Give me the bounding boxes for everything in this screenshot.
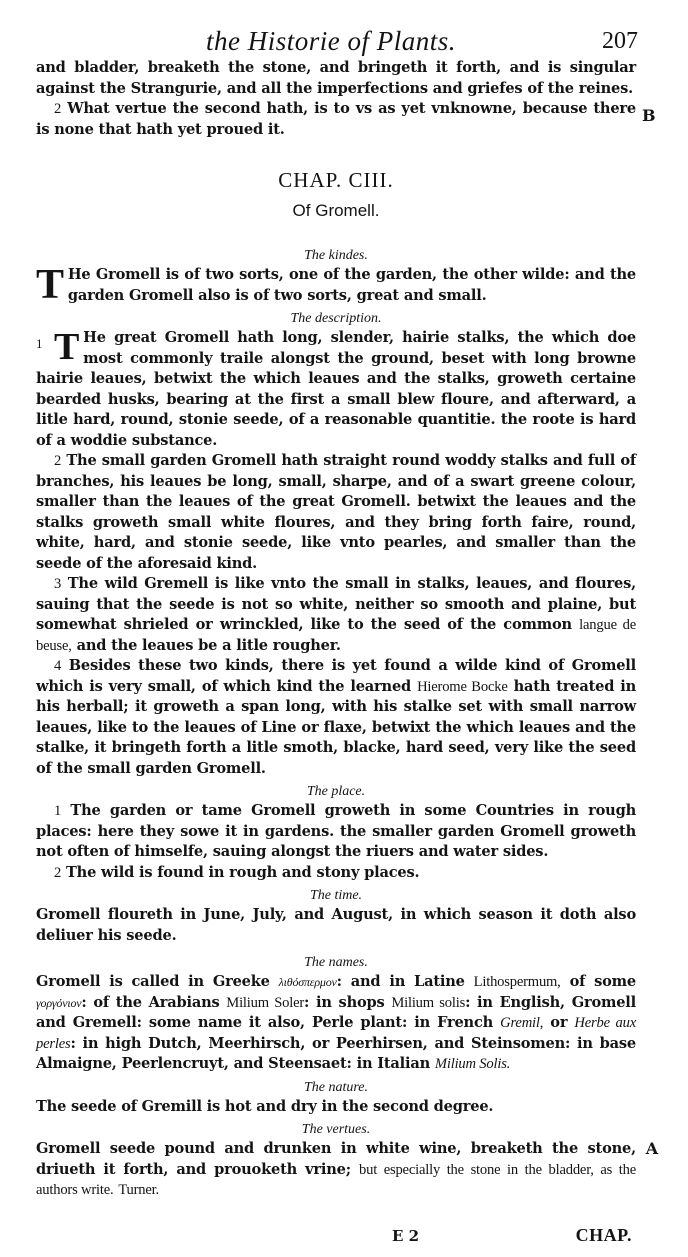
paragraph-text: but especially the stone in the bladder, as the authors write. xyxy=(36,1161,637,1198)
paragraph-vertue-second xyxy=(36,99,636,140)
item-number: 1 xyxy=(36,336,43,351)
place-item-2 xyxy=(36,863,636,884)
names-text: : of the Arabians xyxy=(81,993,220,1011)
section-heading-place: The place. xyxy=(306,784,366,799)
item-number: 4 xyxy=(54,658,62,674)
paragraph-vertues xyxy=(36,1139,658,1201)
page-number: 207 xyxy=(602,28,638,54)
page-header xyxy=(36,22,636,58)
paragraph-text: He great Gromell hath long, slender, hairie stalks, the which doe most commonly traile alongst the ground, beset with long browne hairie leaues, betwixt the which leaues and the stalks, groweth certaine bearded husks, bearing at the first a small blew floure, and afterward, a litle hard, round, stonie seede, of a reasonable quantitie. the roote is hard of a woddie substance. xyxy=(36,329,636,449)
paragraph-text: and the leaues be a litle rougher. xyxy=(76,636,341,654)
place-item-1 xyxy=(36,801,636,863)
description-item-1 xyxy=(36,328,636,451)
latin-word: Milium solis xyxy=(391,994,466,1011)
item-number: 2 xyxy=(54,453,62,469)
latin-word: Milium Soler xyxy=(226,994,305,1011)
names-text: : in high Dutch, Meerhirsch, or Peerhirsen, and Steinsomen: in base Almaigne, Peerlencruyt, and Steensaet: in Italian xyxy=(36,1034,636,1072)
paragraph-kindes xyxy=(36,262,636,308)
paragraph-text: What vertue the second hath, is to vs as yet vnknowne, because there is none that hath yet proued it. xyxy=(36,100,636,138)
description-item-3 xyxy=(36,574,636,656)
catchword: CHAP. xyxy=(575,1224,632,1245)
names-text: : and in Latine xyxy=(336,973,465,990)
item-number: 2 xyxy=(54,864,62,881)
drop-capital: T xyxy=(54,326,80,368)
paragraph-text: The small garden Gromell hath straight round woddy stalks and full of branches, his leaues be long, small, sharpe, and of a swart greene colour, smaller than the leaues of the great Gromell. betwixt the leaues and the stalks groweth small white floures, and they bring forth faire, round, white, hard, and stonie seede, like vnto pearles, and smaller than the seede of the aforesaid kind. xyxy=(36,452,636,572)
drop-capital: T xyxy=(36,262,64,308)
margin-letter-b: B xyxy=(642,106,656,125)
running-title: the Historie of Plants. xyxy=(206,26,456,56)
names-text: : in shops xyxy=(304,993,385,1011)
description-item-4 xyxy=(36,656,636,779)
author-name: Hierome Bocke xyxy=(417,678,508,695)
paragraph-text: The wild is found in rough and stony places. xyxy=(66,863,420,881)
section-heading-names: The names. xyxy=(304,955,368,970)
item-number: 1 xyxy=(54,803,62,819)
author-name: Turner. xyxy=(118,1182,159,1198)
page xyxy=(36,22,658,1257)
paragraph-nature: The seede of Gremill is hot and dry in the second degree. xyxy=(36,1097,494,1115)
names-text: or xyxy=(550,1014,568,1031)
greek-word: λιθόσπερμον xyxy=(278,975,337,989)
section-heading-kindes: The kindes. xyxy=(304,248,368,263)
chapter-title: CHAP. CIII. xyxy=(278,168,394,192)
paragraph-text: hath treated in his herball; it groweth a span long, with his stalke set with small narrow leaues, like to the leaues of Line or flaxe, betwixt the which leaues and the stalke, it bringeth forth a litle smoth, blacke, hard seed, very like the seed of the small garden Gromell. xyxy=(36,677,636,777)
french-word: Gremil, xyxy=(500,1015,544,1031)
description-item-2 xyxy=(36,451,636,574)
section-heading-description: The description. xyxy=(290,311,382,326)
latin-word: Lithospermum, xyxy=(473,974,561,990)
names-text: Gromell is called in Greeke xyxy=(36,973,270,990)
paragraph-text: He Gromell is of two sorts, one of the garden, the other wilde: and the garden Gromell also is of two sorts, great and small. xyxy=(67,266,636,304)
section-heading-time: The time. xyxy=(309,888,363,903)
chapter-subtitle: Of Gromell. xyxy=(292,201,380,220)
paragraph-text: Besides these two kinds, there is yet found a wilde kind of Gromell which is very small, of which kind the learned xyxy=(36,657,636,695)
french-word: Herbe aux perles xyxy=(36,1015,636,1052)
paragraph-time: Gromell floureth in June, July, and August, in which season it doth also deliuer his seede. xyxy=(36,906,636,944)
continued-paragraph: and bladder, breaketh the stone, and bringeth it forth, and is singular against the Strangurie, and all the imperfections and griefes of the reines. xyxy=(36,59,636,97)
item-number: 2 xyxy=(54,101,62,117)
paragraph-names xyxy=(36,972,636,1075)
names-text: : in English, Gromell and Gremell: some name it also, Perle plant: in French xyxy=(36,993,636,1031)
margin-letter-a: A xyxy=(645,1139,658,1158)
italian-word: Milium Solis. xyxy=(434,1056,511,1072)
item-number: 3 xyxy=(54,576,62,592)
paragraph-text: The wild Gremell is like vnto the small in stalks, leaues, and floures, sauing that the seede is not so white, neither so smooth and plaine, but somewhat shrieled or wrinckled, like to the seed of the common xyxy=(36,575,636,633)
names-text: of some xyxy=(569,973,636,990)
section-heading-nature: The nature. xyxy=(303,1079,369,1095)
greek-word: γοργόνιον xyxy=(36,995,82,1010)
section-heading-vertues: The vertues. xyxy=(301,1122,371,1137)
signature-mark: E 2 xyxy=(392,1226,420,1245)
latin-phrase: langue de beuse, xyxy=(36,617,636,654)
page-footer xyxy=(36,1217,636,1257)
paragraph-text: The garden or tame Gromell groweth in some Countries in rough places: here they sowe it in gardens. the smaller garden Gromell groweth not often of himselfe, sauing alongst the riuers and water sides. xyxy=(36,802,637,860)
paragraph-text: Gromell seede pound and drunken in white wine, breaketh the stone, driueth it forth, and prouoketh vrine; xyxy=(36,1140,636,1178)
